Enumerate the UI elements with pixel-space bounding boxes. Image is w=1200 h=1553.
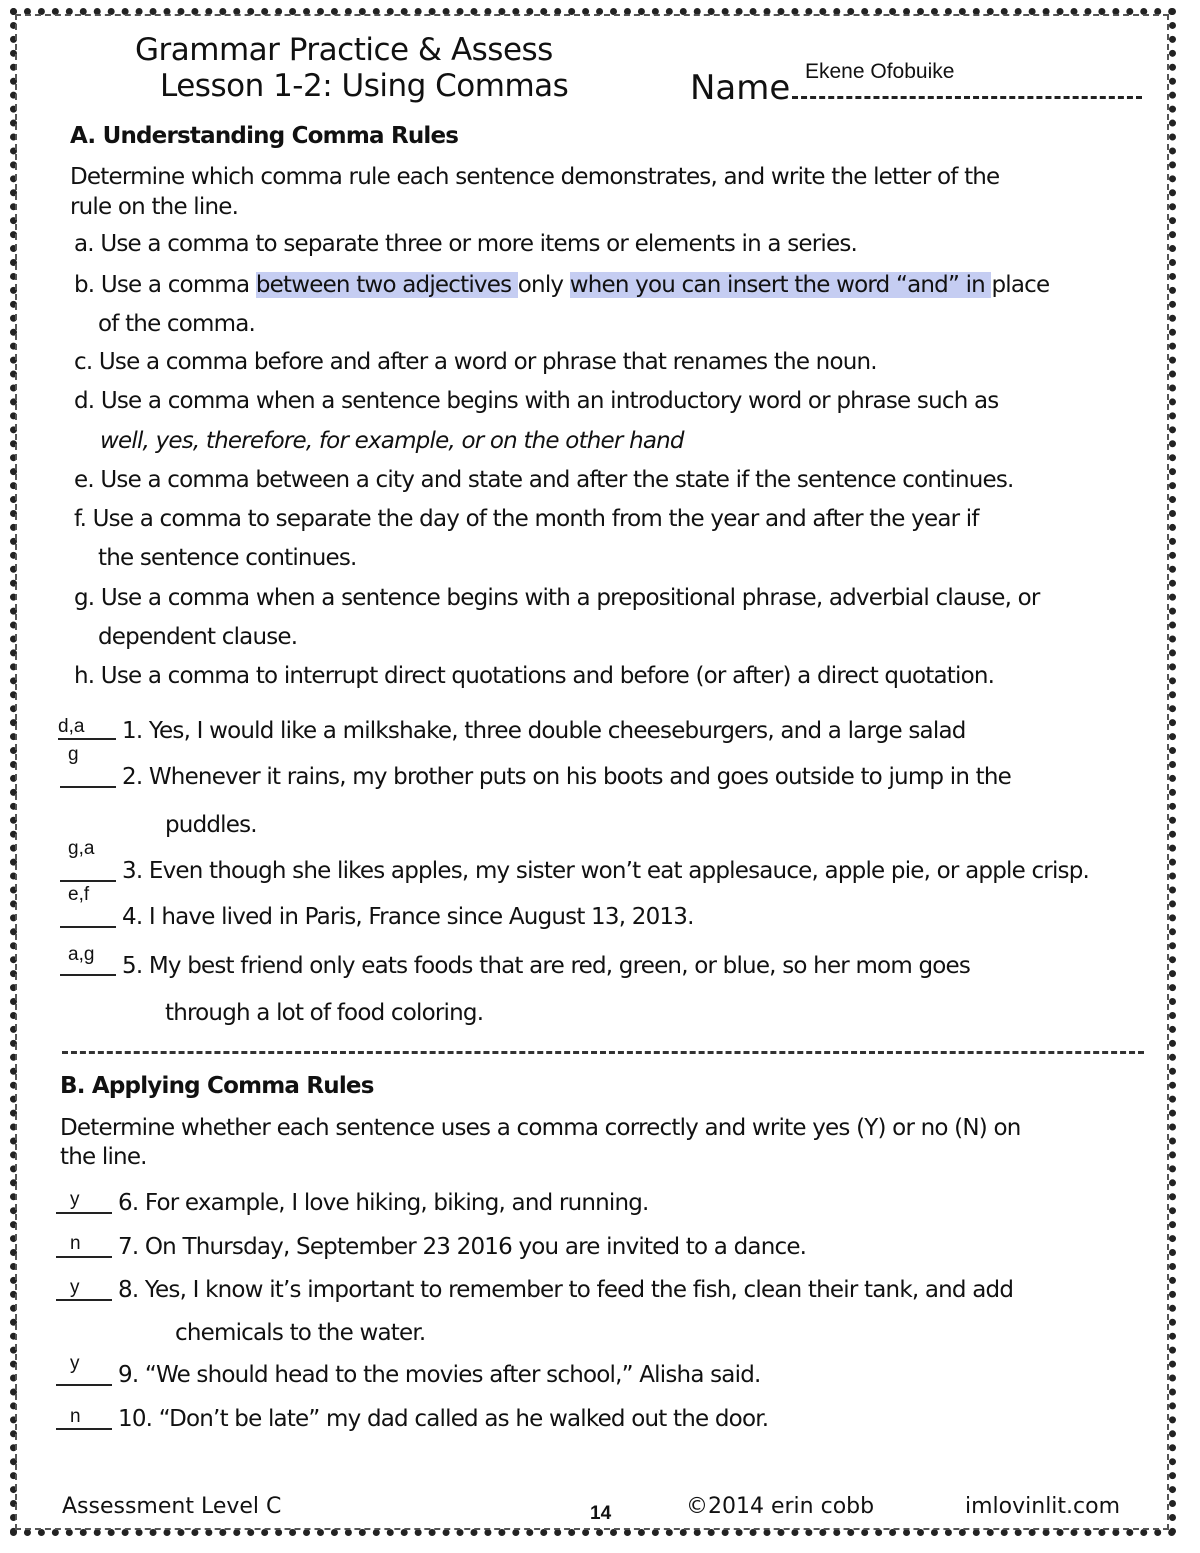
question-3: 3. Even though she likes apples, my sister won’t eat applesauce, apple pie, or apple crisp. xyxy=(122,858,1090,884)
highlight-2: when you can insert the word “and” in xyxy=(569,272,992,298)
footer-website: imlovinlit.com xyxy=(965,1494,1121,1519)
rule-d-cont: well, yes, therefore, for example, or on the other hand xyxy=(100,428,684,454)
answer-6: y xyxy=(70,1189,80,1210)
question-10: 10. “Don’t be late” my dad called as he walked out the door. xyxy=(118,1406,769,1432)
answer-line-5[interactable] xyxy=(60,974,116,976)
name-line[interactable] xyxy=(792,96,1142,99)
answer-line-6[interactable] xyxy=(56,1212,112,1214)
rule-e: e. Use a comma between a city and state and after the state if the sentence continues. xyxy=(74,467,1014,493)
rule-f-cont: the sentence continues. xyxy=(98,545,357,571)
name-label: Name xyxy=(690,68,791,108)
rule-h: h. Use a comma to interrupt direct quotations and before (or after) a direct quotation. xyxy=(74,663,995,689)
highlight-1: between two adjectives xyxy=(255,272,518,298)
question-2: 2. Whenever it rains, my brother puts on his boots and goes outside to jump in the xyxy=(122,764,1011,790)
question-8: 8. Yes, I know it’s important to remember to feed the fish, clean their tank, and add xyxy=(118,1277,1014,1303)
question-9: 9. “We should head to the movies after school,” Alisha said. xyxy=(118,1362,761,1388)
rule-c: c. Use a comma before and after a word or phrase that renames the noun. xyxy=(74,349,877,375)
answer-line-2[interactable] xyxy=(60,786,116,788)
answer-line-9[interactable] xyxy=(56,1384,112,1386)
question-5: 5. My best friend only eats foods that are red, green, or blue, so her mom goes xyxy=(122,953,971,979)
rule-a: a. Use a comma to separate three or more items or elements in a series. xyxy=(74,231,858,257)
answer-3: g,a xyxy=(68,838,95,859)
answer-line-7[interactable] xyxy=(56,1256,112,1258)
rule-g-cont: dependent clause. xyxy=(98,624,298,650)
section-b-instructions-2: the line. xyxy=(60,1144,147,1170)
answer-9: y xyxy=(70,1353,80,1374)
page-number: 14 xyxy=(590,1503,612,1524)
question-6: 6. For example, I love hiking, biking, and running. xyxy=(118,1190,649,1216)
section-b-heading: B. Applying Comma Rules xyxy=(60,1073,374,1099)
rule-b: b. Use a comma between two adjectives only when you can insert the word “and” in place xyxy=(74,272,1050,298)
answer-5: a,g xyxy=(68,944,95,965)
answer-10: n xyxy=(70,1406,81,1427)
section-a-heading: A. Understanding Comma Rules xyxy=(70,123,459,149)
answer-line-3[interactable] xyxy=(60,880,116,882)
rule-b-cont: of the comma. xyxy=(98,311,256,337)
title-line-1: Grammar Practice & Assess xyxy=(135,32,553,68)
section-divider xyxy=(62,1051,1144,1054)
answer-line-1[interactable] xyxy=(58,738,116,740)
question-7: 7. On Thursday, September 23 2016 you are invited to a dance. xyxy=(118,1234,807,1260)
title-line-2: Lesson 1-2: Using Commas xyxy=(160,68,569,104)
name-value: Ekene Ofobuike xyxy=(805,60,955,83)
rule-g: g. Use a comma when a sentence begins with a prepositional phrase, adverbial clause, or xyxy=(74,585,1040,611)
question-2-cont: puddles. xyxy=(165,812,257,838)
rule-f: f. Use a comma to separate the day of the month from the year and after the year if xyxy=(74,506,979,532)
question-1: 1. Yes, I would like a milkshake, three double cheeseburgers, and a large salad xyxy=(122,718,966,744)
section-a-instructions-2: rule on the line. xyxy=(70,194,239,220)
answer-2: g xyxy=(68,744,79,765)
answer-4: e,f xyxy=(68,884,90,905)
question-4: 4. I have lived in Paris, France since August 13, 2013. xyxy=(122,904,694,930)
question-8-cont: chemicals to the water. xyxy=(175,1320,426,1346)
footer-copyright: ©2014 erin cobb xyxy=(686,1494,875,1519)
rule-d: d. Use a comma when a sentence begins with an introductory word or phrase such as xyxy=(74,388,999,414)
answer-7: n xyxy=(70,1233,81,1254)
answer-8: y xyxy=(70,1277,80,1298)
section-a-instructions-1: Determine which comma rule each sentence demonstrates, and write the letter of the xyxy=(70,164,1000,190)
answer-1: d,a xyxy=(58,716,85,737)
section-b-instructions-1: Determine whether each sentence uses a comma correctly and write yes (Y) or no (N) on xyxy=(60,1115,1021,1141)
footer-level: Assessment Level C xyxy=(62,1494,282,1519)
answer-line-4[interactable] xyxy=(60,926,116,928)
answer-line-10[interactable] xyxy=(56,1428,112,1430)
question-5-cont: through a lot of food coloring. xyxy=(165,1000,484,1026)
answer-line-8[interactable] xyxy=(56,1299,112,1301)
